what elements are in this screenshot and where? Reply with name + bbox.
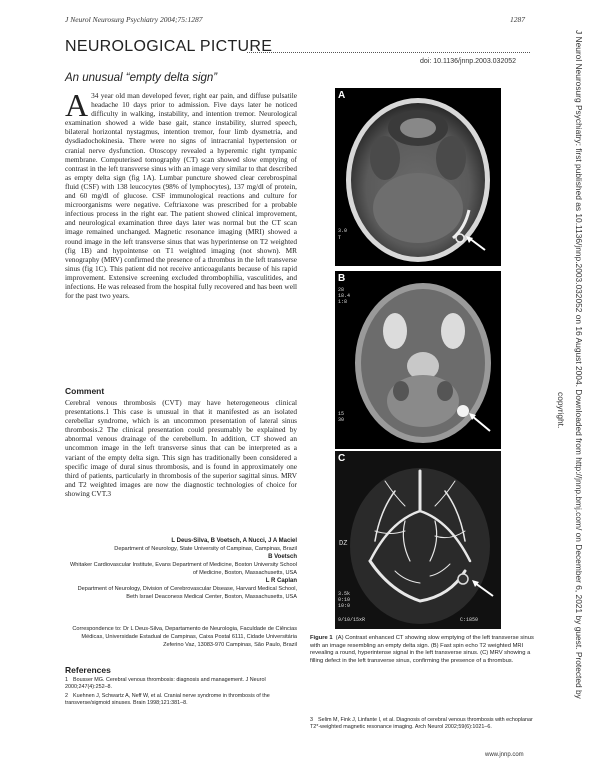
case-report-paragraph: 34 year old man developed fever, right ear pain, and diffuse pulsatile headache 10 days prior to admission. Five days later he noticed difficulty in walking, instability, and intention tremor. Neurological examination showed a wide base gait, stance instability, slurred speech, bilateral horizontal nystagmus, intention tremor, four limb dysmetria, and dysdiadochokinesia. There were no signs of intracranial hypertension or cranial nerve dysfunction. Otoscopy revealed a hyperemic right tympanic membrane. Computerised tomography (CT) scan showed slow emptying of contrast in the left transverse sinus with an image very similar to that described as empty delta sign (fig 1A). Lumbar puncture showed clear cerebrospinal fluid (CSF) with 138 leucocytes (98% of lymphocytes), 137 mg/dl of protein, and 60 mg/dl of glucose. CSF immunological reactions and culture for microorganisms were negative. Ceftriaxone was prescribed for a probable infectious process in the right ear. The patient showed clinical improvement, and neurological examination three days later was normal but the CT scan image remained unchanged. Magnetic resonance imaging (MRI) showed a round image in the left transverse sinus that was hyperintense on T2 weighted (fig 1B) and hypointense on T1 weighted imaging (not shown). MR venography (MRV) confirmed the presence of a thrombus in the left transverse sinus (fig 1C). This patient did not receive anticoagulants because of his rapid improvement. Extensive screening excluded thrombophilia, vasculitides, and infections. He was released from the hospital fully recovered and has been well for the past two years. <box>65 91 297 301</box>
correspondence: Correspondence to: Dr L Deus-Silva, Departamento de Neurologia, Faculdade de Ciências Médicas, Universidade Estadual de Campinas, Caixa Postal 6111, Cidade Universitária Zeferino Vaz, 13083-970 Campinas, São Paulo, Brazil <box>72 626 297 648</box>
side-download-notice <box>568 30 590 750</box>
author-affiliation-2: Whitaker Cardiovascular Institute, Evans Department of Medicine, Boston University School of Medicine, Boston, Massachusetts, USA <box>70 562 297 576</box>
panel-b-overlay-text: 28 <box>338 287 345 293</box>
figure-caption-label: Figure 1 <box>310 635 333 641</box>
figure-caption-text: (A) Contrast enhanced CT showing slow emptying of the left transverse sinus with an image resembling an empty delta sign. (B) Fast spin echo T2 weighted MRI revealing a round, hyperintense signal in the left transverse sinus. (C) MRV showing a filling defect in the left transverse sinus, confirming the presence of a thrombus. <box>310 635 534 664</box>
doi[interactable]: doi: 10.1136/jnnp.2003.032052 <box>420 58 517 65</box>
panel-label-b: B <box>338 273 346 284</box>
journal-header: J Neurol Neurosurg Psychiatry 2004;75:1287 <box>65 15 203 24</box>
reference-item <box>65 677 297 691</box>
references-heading: References <box>65 665 111 675</box>
panel-c-overlay-text: 0:10 <box>338 597 351 603</box>
page-number: 1287 <box>510 15 525 24</box>
section-title: NEUROLOGICAL PICTURE <box>65 38 273 55</box>
reference-item <box>310 717 535 731</box>
reference-text[interactable]: Bousser MG. Cerebral venous thrombosis: diagnosis and management. J Neurol 2000;247(4):252–8. <box>65 677 266 690</box>
side-copyright-text: copyright. <box>556 392 566 429</box>
author-affiliation-3: Department of Neurology, Division of Cerebrovascular Disease, Harvard Medical School, Beth Israel Deaconess Medical Center, Boston, Massachusetts, USA <box>77 586 297 600</box>
panel-a-overlay-text: T <box>338 235 342 241</box>
panel-b-overlay-text: 15 <box>338 411 345 417</box>
case-report-text <box>65 87 297 301</box>
reference-number: 1 <box>65 677 68 683</box>
panel-c-overlay-text: 9/10/15xR <box>338 617 366 623</box>
figure-panel-a-ct <box>335 88 501 266</box>
author-names-1: L Deus-Silva, B Voetsch, A Nucci, J A Maciel <box>171 538 297 544</box>
panel-c-overlay-text: DZ <box>339 540 348 548</box>
authors-block <box>65 537 297 601</box>
figure-panel-c-mrv <box>335 451 501 629</box>
panel-b-overlay-text: 30 <box>338 417 345 423</box>
comment-heading: Comment <box>65 386 105 396</box>
panel-c-overlay-text: C:1850 <box>460 617 479 623</box>
drop-cap: A <box>65 87 89 123</box>
panel-label-c: C <box>338 453 346 464</box>
author-names-2: B Voetsch <box>268 554 297 560</box>
author-names-3: L R Caplan <box>265 578 297 584</box>
panel-b-overlay-text: 1:8 <box>338 299 348 305</box>
panel-label-a: A <box>338 90 346 101</box>
panel-b-overlay-text: 18.4 <box>338 293 351 299</box>
mr-venography-image <box>335 451 501 629</box>
ct-scan-image <box>335 88 501 266</box>
figure-panel-b-mri <box>335 271 501 449</box>
mri-t2-image <box>335 271 501 449</box>
reference-number: 3 <box>310 717 313 723</box>
reference-item <box>65 693 297 707</box>
panel-c-overlay-text: 3.5k <box>338 591 351 597</box>
figure-caption <box>310 635 535 665</box>
reference-text[interactable]: Kuehnen J, Schwartz A, Neff W, et al. Cranial nerve syndrome in thrombosis of the transverse/sigmoid sinuses. Brain 1998;121:381–8. <box>65 693 270 706</box>
footer-url[interactable]: www.jnnp.com <box>485 752 524 758</box>
article-title: An unusual “empty delta sign” <box>65 72 218 84</box>
reference-text[interactable]: Selim M, Fink J, Linfante I, et al. Diagnosis of cerebral venous thrombosis with echoplanar T2*-weighted magnetic resonance imaging. Arch Neurol 2002;59(6):1021–6. <box>310 717 533 730</box>
title-dotted-rule <box>247 42 530 53</box>
panel-a-overlay-text: 3.0 <box>338 228 348 234</box>
panel-c-overlay-text: 10:0 <box>338 603 351 609</box>
reference-number: 2 <box>65 693 68 699</box>
comment-paragraph: Cerebral venous thrombosis (CVT) may have heterogeneous clinical presentations.1 This case is unusual in that it manifested as an isolated cerebellar syndrome, which is an uncommon presentation of lateral sinus thrombosis.2 The clinical presentation could presumably be explained by abnormal venous drainage of the cerebellum. In addition, CT showed an uncommon image in the left transverse sinus that can be interpreted as a variant of the empty delta sign. This sign has traditionally been considered a specific image of dural sinus thrombosis, and is found in approximately one third of patients, particularly in thrombosis of the superior sagittal sinus. MRV and T2 weighted images are now the diagnostic technologies of choice for showing CVT.3 <box>65 398 297 498</box>
author-affiliation-1: Department of Neurology, State University of Campinas, Campinas, Brazil <box>114 546 297 552</box>
side-download-text[interactable]: J Neurol Neurosurg Psychiatry: first published as 10.1136/jnnp.2003.032052 on 16 August 2004. Downloaded from http://jnnp.bmj.com/ on December 6, 2021 by guest. Protected by <box>574 30 584 699</box>
